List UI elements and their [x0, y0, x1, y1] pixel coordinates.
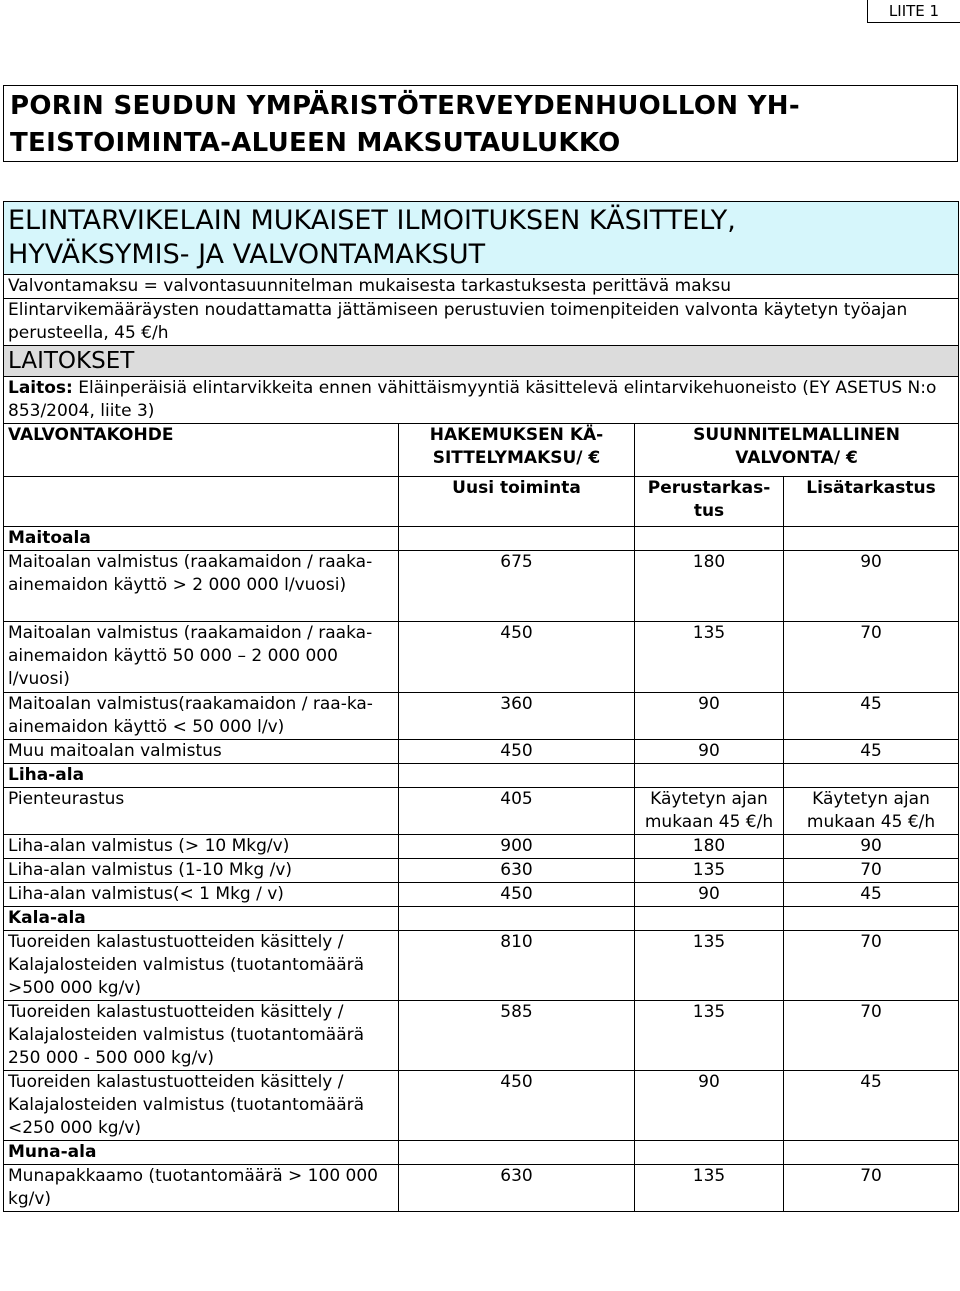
empty-cell — [784, 907, 959, 931]
row-uusi-toiminta: 360 — [399, 693, 635, 740]
row-perustarkastus: 90 — [635, 883, 784, 907]
row-lisatarkastus: 45 — [784, 693, 959, 740]
row-label: Munapakkaamo (tuotantomäärä > 100 000 kg/v) — [4, 1165, 399, 1212]
row-uusi-toiminta: 450 — [399, 740, 635, 764]
section-heading: ELINTARVIKELAIN MUKAISET ILMOITUKSEN KÄSITTELY, HYVÄKSYMIS- JA VALVONTAMAKSUT — [4, 202, 959, 275]
empty-cell — [784, 1141, 959, 1165]
row-perustarkastus: 135 — [635, 622, 784, 693]
laitos-description — [4, 377, 959, 424]
table-row — [4, 931, 959, 1001]
row-label: Liha-alan valmistus(< 1 Mkg / v) — [4, 883, 399, 907]
empty-cell — [784, 527, 959, 551]
row-perustarkastus: Käytetyn ajan mukaan 45 €/h — [635, 788, 784, 835]
row-lisatarkastus: 70 — [784, 859, 959, 883]
row-perustarkastus: 90 — [635, 740, 784, 764]
subsection-heading: LAITOKSET — [4, 346, 959, 377]
row-perustarkastus: 135 — [635, 931, 784, 1001]
row-lisatarkastus: 70 — [784, 622, 959, 693]
title-line-1: PORIN SEUDUN YMPÄRISTÖTERVEYDENHUOLLON YH- — [10, 91, 800, 121]
row-lisatarkastus: 70 — [784, 931, 959, 1001]
row-uusi-toiminta: 630 — [399, 859, 635, 883]
category-maitoala: Maitoala — [4, 527, 399, 551]
row-label: Muu maitoalan valmistus — [4, 740, 399, 764]
laitos-label: Laitos: — [8, 378, 73, 398]
row-label: Tuoreiden kalastustuotteiden käsittely / Kalajalosteiden valmistus (tuotantomäärä 250 000 - 500 000 kg/v) — [4, 1001, 399, 1071]
table-row — [4, 883, 959, 907]
category-kala-ala: Kala-ala — [4, 907, 399, 931]
row-label: Liha-alan valmistus (> 10 Mkg/v) — [4, 835, 399, 859]
empty-cell — [399, 1141, 635, 1165]
row-perustarkastus: 180 — [635, 551, 784, 622]
row-label: Tuoreiden kalastustuotteiden käsittely / Kalajalosteiden valmistus (tuotantomäärä <250 000 kg/v) — [4, 1071, 399, 1141]
row-lisatarkastus: 45 — [784, 740, 959, 764]
row-lisatarkastus: 90 — [784, 835, 959, 859]
document-title — [3, 85, 958, 162]
row-uusi-toiminta: 450 — [399, 622, 635, 693]
note-tyoaika: Elintarvikemääräysten noudattamatta jättämiseen perustuvien toimenpiteiden valvonta käytetyn työajan perusteella, 45 €/h — [4, 299, 959, 346]
row-perustarkastus: 135 — [635, 1001, 784, 1071]
row-perustarkastus: 180 — [635, 835, 784, 859]
row-label: Liha-alan valmistus (1-10 Mkg /v) — [4, 859, 399, 883]
table-row — [4, 740, 959, 764]
empty-cell — [784, 764, 959, 788]
row-lisatarkastus: Käytetyn ajan mukaan 45 €/h — [784, 788, 959, 835]
header-lisatarkastus: Lisätarkastus — [784, 477, 959, 527]
row-uusi-toiminta: 450 — [399, 883, 635, 907]
table-row — [4, 693, 959, 740]
row-lisatarkastus: 70 — [784, 1001, 959, 1071]
empty-cell — [4, 477, 399, 527]
row-uusi-toiminta: 450 — [399, 1071, 635, 1141]
header-valvonta: SUUNNITELMALLINEN VALVONTA/ € — [635, 424, 959, 477]
row-uusi-toiminta: 900 — [399, 835, 635, 859]
row-label: Pienteurastus — [4, 788, 399, 835]
empty-cell — [635, 527, 784, 551]
row-uusi-toiminta: 585 — [399, 1001, 635, 1071]
category-muna-ala: Muna-ala — [4, 1141, 399, 1165]
row-uusi-toiminta: 810 — [399, 931, 635, 1001]
fee-table — [3, 201, 959, 1212]
table-row — [4, 551, 959, 622]
empty-cell — [399, 527, 635, 551]
row-uusi-toiminta: 630 — [399, 1165, 635, 1212]
row-perustarkastus: 90 — [635, 1071, 784, 1141]
row-uusi-toiminta: 675 — [399, 551, 635, 622]
header-perustarkastus: Perustarkas-tus — [635, 477, 784, 527]
header-hakemus: HAKEMUKSEN KÄ-SITTELYMAKSU/ € — [399, 424, 635, 477]
header-uusi-toiminta: Uusi toiminta — [399, 477, 635, 527]
row-uusi-toiminta: 405 — [399, 788, 635, 835]
laitos-text: Eläinperäisiä elintarvikkeita ennen vähittäismyyntiä käsittelevä elintarvikehuoneisto (EY ASETUS N:o 853/2004, liite 3) — [8, 378, 937, 421]
empty-cell — [635, 907, 784, 931]
empty-cell — [399, 764, 635, 788]
table-row — [4, 835, 959, 859]
empty-cell — [399, 907, 635, 931]
row-lisatarkastus: 45 — [784, 883, 959, 907]
row-lisatarkastus: 45 — [784, 1071, 959, 1141]
row-perustarkastus: 90 — [635, 693, 784, 740]
table-row — [4, 859, 959, 883]
row-perustarkastus: 135 — [635, 859, 784, 883]
table-row — [4, 1001, 959, 1071]
empty-cell — [635, 764, 784, 788]
table-row — [4, 788, 959, 835]
row-lisatarkastus: 70 — [784, 1165, 959, 1212]
row-label: Tuoreiden kalastustuotteiden käsittely / Kalajalosteiden valmistus (tuotantomäärä >500 000 kg/v) — [4, 931, 399, 1001]
table-row — [4, 622, 959, 693]
note-valvontamaksu: Valvontamaksu = valvontasuunnitelman mukaisesta tarkastuksesta perittävä maksu — [4, 275, 959, 299]
category-liha-ala: Liha-ala — [4, 764, 399, 788]
attachment-label: LIITE 1 — [867, 0, 960, 23]
row-perustarkastus: 135 — [635, 1165, 784, 1212]
row-label: Maitoalan valmistus (raakamaidon / raaka-ainemaidon käyttö > 2 000 000 l/vuosi) — [4, 551, 399, 622]
row-lisatarkastus: 90 — [784, 551, 959, 622]
title-line-2: TEISTOIMINTA-ALUEEN MAKSUTAULUKKO — [10, 128, 621, 158]
row-label: Maitoalan valmistus(raakamaidon / raa-ka-ainemaidon käyttö < 50 000 l/v) — [4, 693, 399, 740]
row-label: Maitoalan valmistus (raakamaidon / raaka-ainemaidon käyttö 50 000 – 2 000 000 l/vuosi) — [4, 622, 399, 693]
empty-cell — [635, 1141, 784, 1165]
table-row — [4, 1071, 959, 1141]
table-row — [4, 1165, 959, 1212]
header-valvontakohde: VALVONTAKOHDE — [4, 424, 399, 477]
